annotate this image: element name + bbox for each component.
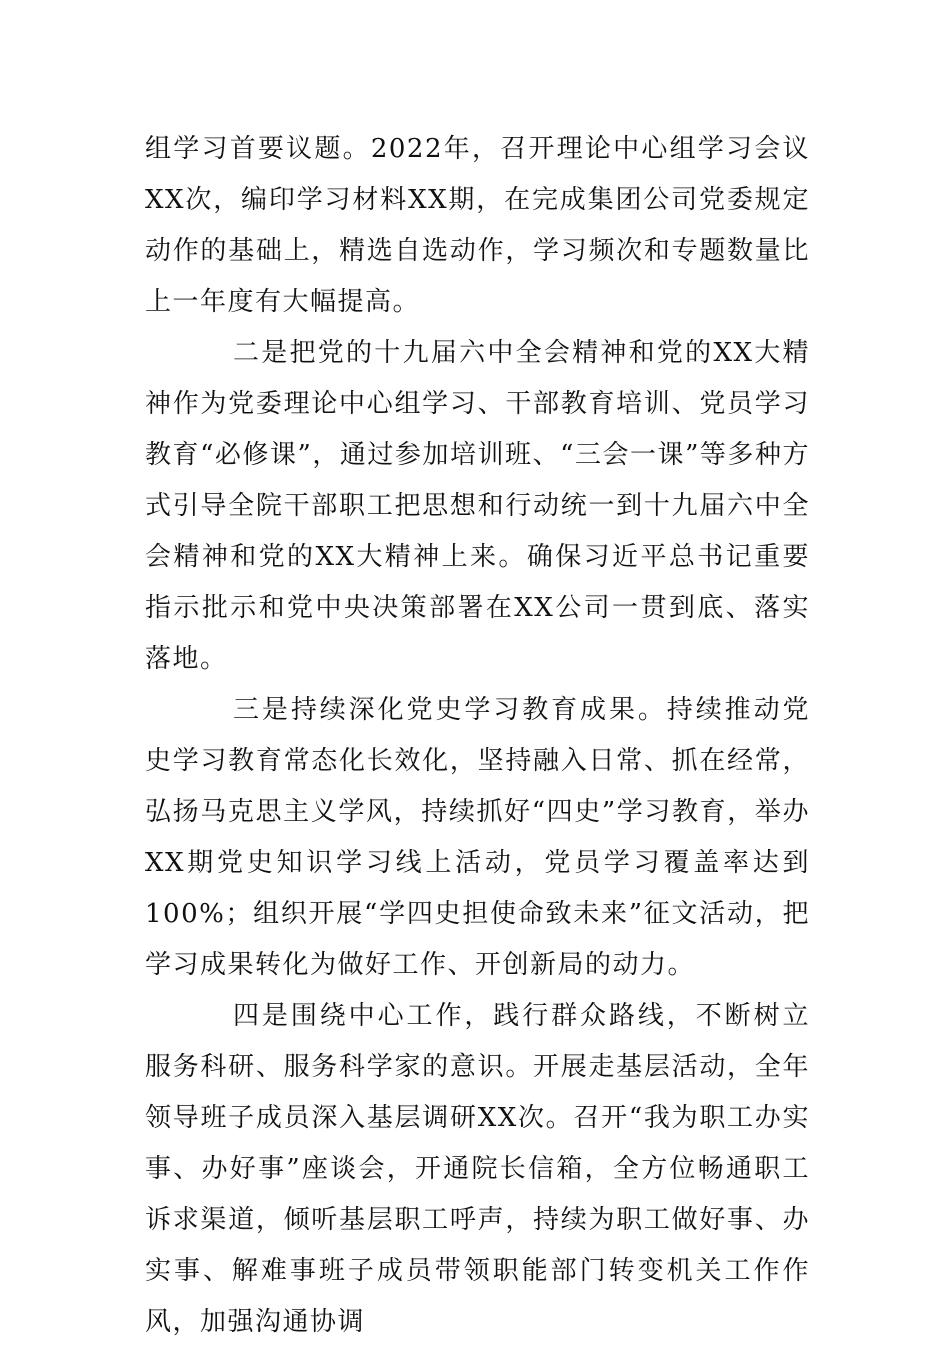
document-body	[145, 124, 810, 1348]
paragraph-three: 三是持续深化党史学习教育成果。持续推动党史学习教育常态化长效化，坚持融入日常、抓在经常，弘扬马克思主义学风，持续抓好“四史”学习教育，举办XX期党史知识学习线上活动，党员学习覆盖率达到100%；组织开展“学四史担使命致未来”征文活动，把学习成果转化为做好工作、开创新局的动力。	[145, 695, 810, 980]
paragraph-continuation: 组学习首要议题。2022年，召开理论中心组学习会议XX次，编印学习材料XX期，在完成集团公司党委规定动作的基础上，精选自选动作，学习频次和专题数量比上一年度有大幅提高。	[145, 134, 810, 317]
paragraph-four: 四是围绕中心工作，践行群众路线，不断树立服务科研、服务科学家的意识。开展走基层活动，全年领导班子成员深入基层调研XX次。召开“我为职工办实事、办好事”座谈会，开通院长信箱，全方位畅通职工诉求渠道，倾听基层职工呼声，持续为职工做好事、办实事、解难事班子成员带领职能部门转变机关工作作风，加强沟通协调	[145, 1001, 810, 1337]
paragraph-two: 二是把党的十九届六中全会精神和党的XX大精神作为党委理论中心组学习、干部教育培训、党员学习教育“必修课”，通过参加培训班、“三会一课”等多种方式引导全院干部职工把思想和行动统一到十九届六中全会精神和党的XX大精神上来。确保习近平总书记重要指示批示和党中央决策部署在XX公司一贯到底、落实落地。	[145, 338, 810, 674]
